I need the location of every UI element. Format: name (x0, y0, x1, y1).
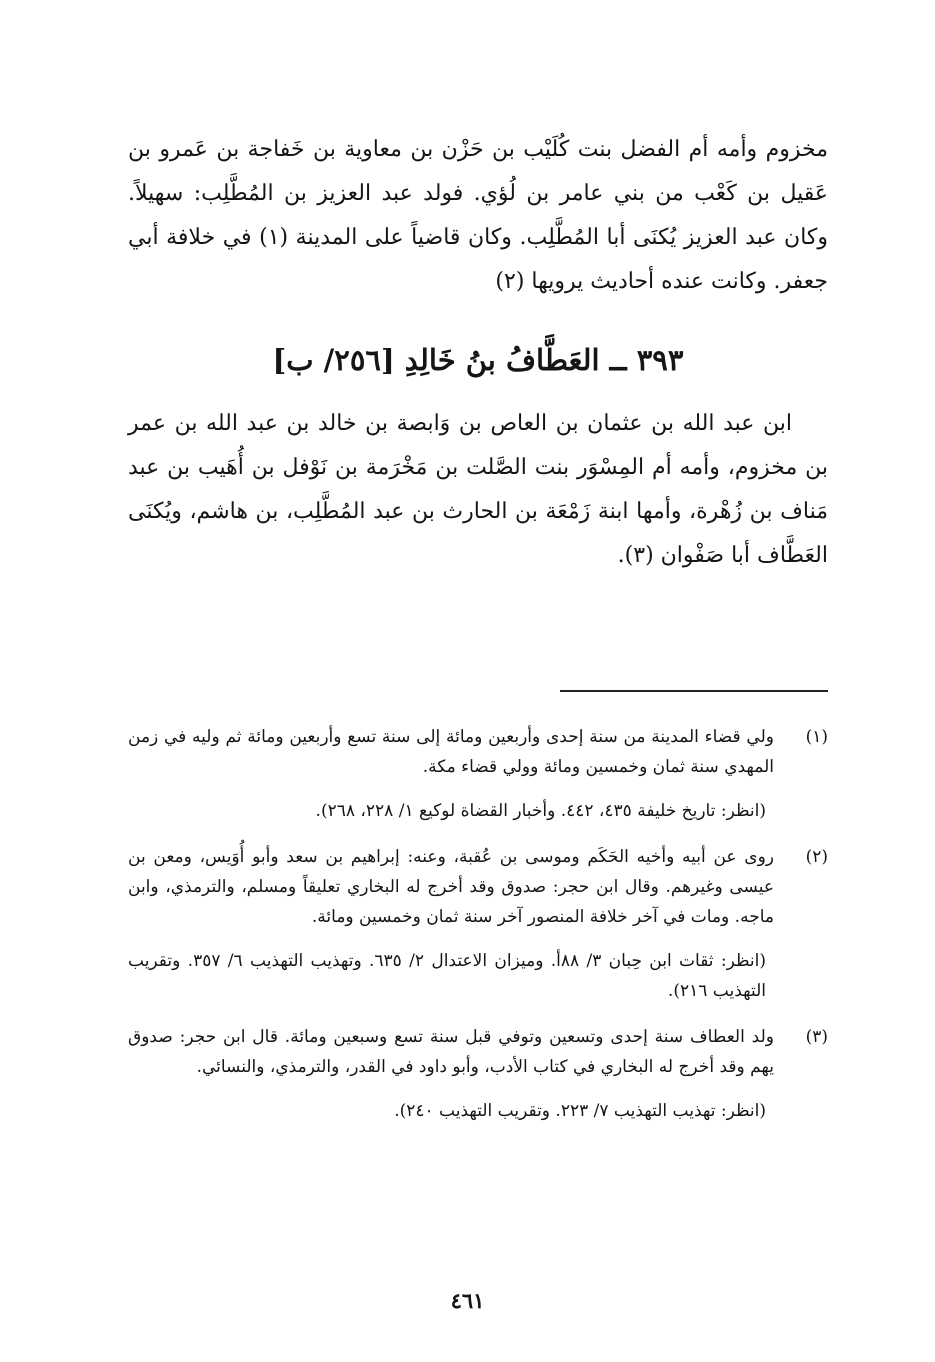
footnote-text: ولد العطاف سنة إحدى وتسعين وتوفي قبل سنة تسع وسبعين ومائة. قال ابن حجر: صدوق يهم وقد أخرج له البخاري في كتاب الأدب، وأبو داود في القدر، والترمذي، والنسائي. (128, 1027, 774, 1077)
entry-body (128, 402, 828, 578)
footnote-text: روى عن أبيه وأخيه الحَكَم وموسى بن عُقبة، وعنه: إبراهيم بن سعد وأبو أُوَيس، ومعن بن عيسى وغيرهم. وقال ابن حجر: صدوق وقد أخرج له البخاري تعليقاً ومسلم، والترمذي، وابن ماجه. ومات في آخر خلافة المنصور آخر سنة ثمان وخمسين ومائة. (128, 847, 774, 927)
footnote-source: (انظر: ثقات ابن حِبان ٣/ ٨٨أ. وميزان الاعتدال ٢/ ٦٣٥. وتهذيب التهذيب ٦/ ٣٥٧. وتقريب التهذيب ٢١٦). (128, 951, 767, 1001)
footnote-number: (١) (805, 727, 828, 747)
footnote-number: (٢) (805, 847, 828, 867)
footnote-number: (٣) (805, 1027, 828, 1047)
intro-paragraph: مخزوم وأمه أم الفضل بنت كُلَيْب بن حَزْن بن معاوية بن خَفاجة بن عَمرو بن عَقيل بن كَعْب من بني عامر بن لُؤي. فولد عبد العزيز بن المُطَّلِب: سهيلاً. وكان عبد العزيز يُكنَى أبا المُطَّلِب. وكان قاضياً على المدينة (١) في خلافة أبي جعفر. وكانت عنده أحاديث يرويها (٢) (128, 137, 828, 294)
intro-block (128, 128, 828, 304)
footnote-text: ولي قضاء المدينة من سنة إحدى وأربعين ومائة إلى سنة تسع وأربعين ومائة ثم وليه في زمن المهدي سنة ثمان وخمسين ومائة وولي قضاء مكة. (128, 727, 774, 777)
footnote-1 (128, 722, 828, 826)
page-number: ٤٦١ (450, 1288, 485, 1313)
footnote-separator (560, 690, 828, 692)
footnotes (128, 722, 828, 1126)
footnote-source: (انظر: تهذيب التهذيب ٧/ ٢٢٣. وتقريب التهذيب ٢٤٠). (394, 1101, 766, 1121)
entry-paragraph: ابن عبد الله بن عثمان بن العاص بن وَابصة بن خالد بن عبد الله بن عمر بن مخزوم، وأمه أم المِسْوَر بنت الصَّلت بن مَخْرَمة بن نَوْفل بن أُهَيب بن عبد مَناف بن زُهْرة، وأمها ابنة زَمْعَة بن الحارث بن عبد المُطَّلِب، بن هاشم، ويُكنَى العَطَّاف أبا صَفْوان (٣). (128, 411, 828, 568)
footnote-2 (128, 842, 828, 1006)
footnote-3 (128, 1022, 828, 1126)
footnote-source: (انظر: تاريخ خليفة ٤٣٥، ٤٤٢. وأخبار القضاة لوكيع ١/ ٢٢٨، ٢٦٨). (315, 801, 766, 821)
entry-heading: ٣٩٣ ــ العَطَّافُ بنُ خَالِدِ [٢٥٦/ ب] (272, 343, 684, 377)
